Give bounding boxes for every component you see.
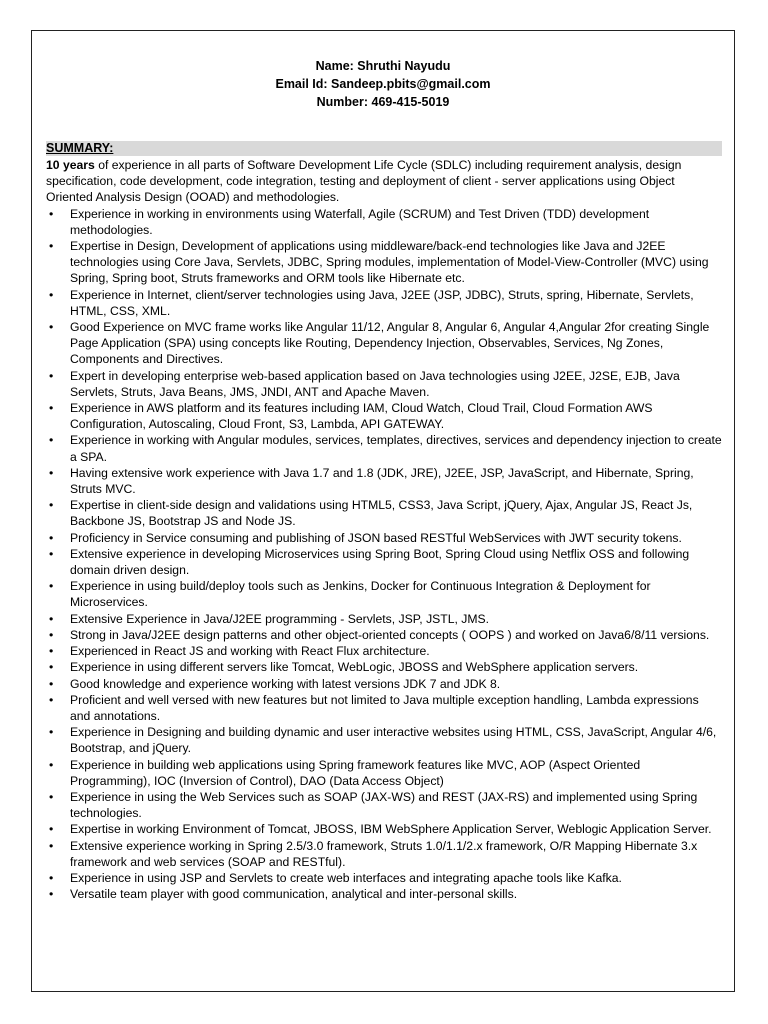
summary-bullet-item bbox=[46, 611, 722, 627]
bullet-icon: • bbox=[49, 368, 54, 383]
bullet-text: Experience in working with Angular modules, services, templates, directives, services and dependency injection to create a SPA. bbox=[70, 433, 722, 464]
bullet-icon: • bbox=[49, 401, 54, 416]
summary-bullet-item bbox=[46, 497, 722, 529]
bullet-icon: • bbox=[49, 530, 54, 545]
summary-bullet-item bbox=[46, 870, 722, 886]
summary-bullet-item bbox=[46, 676, 722, 692]
summary-bullet-item bbox=[46, 287, 722, 319]
bullet-text: Experienced in React JS and working with React Flux architecture. bbox=[70, 644, 430, 659]
bullet-icon: • bbox=[49, 627, 54, 642]
summary-bullet-item bbox=[46, 789, 722, 821]
candidate-name: Name: Shruthi Nayudu bbox=[315, 59, 451, 73]
bullet-icon: • bbox=[49, 239, 54, 254]
bullet-icon: • bbox=[49, 579, 54, 594]
bullet-icon: • bbox=[49, 870, 54, 885]
bullet-icon: • bbox=[49, 838, 54, 853]
bullet-text: Proficiency in Service consuming and publishing of JSON based RESTful WebServices with JWT security tokens. bbox=[70, 530, 682, 545]
bullet-text: Having extensive work experience with Java 1.7 and 1.8 (JDK, JRE), J2EE, JSP, JavaScript, and Hibernate, Spring, Struts MVC. bbox=[70, 465, 694, 497]
summary-bullet-item bbox=[46, 206, 722, 238]
candidate-email: Email Id: Sandeep.pbits@gmail.com bbox=[275, 77, 491, 91]
summary-bullet-item bbox=[46, 368, 722, 400]
bullet-icon: • bbox=[49, 546, 54, 561]
bullet-text: Experience in using different servers like Tomcat, WebLogic, JBOSS and WebSphere application servers. bbox=[70, 660, 639, 675]
summary-bullet-item bbox=[46, 724, 722, 756]
bullet-icon: • bbox=[49, 433, 54, 448]
bullet-text: Experience in using JSP and Servlets to create web interfaces and integrating apache tools like Kafka. bbox=[70, 870, 622, 885]
summary-intro-text: of experience in all parts of Software Development Life Cycle (SDLC) including requirement analysis, design specification, code development, code integration, testing and deployment of client - server applications using Object Oriented Analysis Design (OOAD) and methodologies. bbox=[46, 158, 682, 205]
bullet-text: Strong in Java/J2EE design patterns and other object-oriented concepts ( OOPS ) and worked on Java6/8/11 versions. bbox=[70, 627, 710, 642]
bullet-icon: • bbox=[49, 611, 54, 626]
summary-intro bbox=[46, 157, 722, 206]
summary-bullet-item bbox=[46, 238, 722, 287]
bullet-icon: • bbox=[49, 644, 54, 659]
summary-bullet-list bbox=[46, 206, 722, 903]
summary-bullet-item bbox=[46, 530, 722, 546]
bullet-icon: • bbox=[49, 692, 54, 707]
bullet-text: Expertise in working Environment of Tomcat, JBOSS, IBM WebSphere Application Server, Weblogic Application Server. bbox=[70, 822, 712, 837]
summary-heading-bar bbox=[46, 141, 722, 156]
bullet-text: Extensive experience in developing Microservices using Spring Boot, Spring Cloud using Netflix OSS and following domain driven design. bbox=[70, 546, 690, 578]
bullet-icon: • bbox=[49, 822, 54, 837]
years-experience: 10 years bbox=[46, 158, 95, 172]
bullet-text: Experience in using the Web Services such as SOAP (JAX-WS) and REST (JAX-RS) and implemented using Spring technologies. bbox=[70, 789, 698, 821]
bullet-text: Expertise in Design, Development of applications using middleware/back-end technologies like Java and J2EE technologies using Core Java, Servlets, JDBC, Spring modules, implementation of Model-View-Controller (MVC) using Spring, Spring boot, Struts frameworks and ORM tools like Hibernate etc. bbox=[70, 239, 709, 286]
bullet-text: Experience in working in environments using Waterfall, Agile (SCRUM) and Test Driven (TDD) development methodologies. bbox=[70, 206, 650, 237]
summary-bullet-item bbox=[46, 659, 722, 675]
summary-bullet-item bbox=[46, 838, 722, 870]
bullet-icon: • bbox=[49, 887, 54, 902]
resume-header bbox=[31, 57, 735, 111]
summary-bullet-item bbox=[46, 643, 722, 659]
summary-bullet-item bbox=[46, 546, 722, 578]
summary-bullet-item bbox=[46, 319, 722, 368]
bullet-text: Experience in AWS platform and its features including IAM, Cloud Watch, Cloud Trail, Cloud Formation AWS Configuration, Autoscaling, Cloud Front, S3, Lambda, API GATEWAY. bbox=[70, 401, 653, 432]
summary-bullet-item bbox=[46, 886, 722, 902]
bullet-text: Versatile team player with good communication, analytical and inter-personal skills. bbox=[70, 887, 518, 902]
bullet-text: Experience in Internet, client/server technologies using Java, J2EE (JSP, JDBC), Struts, spring, Hibernate, Servlets, HTML, CSS, XML. bbox=[70, 287, 694, 318]
bullet-icon: • bbox=[49, 320, 54, 335]
bullet-text: Expertise in client-side design and validations using HTML5, CSS3, Java Script, jQuery, Ajax, Angular JS, React Js, Backbone JS, Bootstrap JS and Node JS. bbox=[70, 498, 693, 529]
bullet-icon: • bbox=[49, 206, 54, 221]
bullet-icon: • bbox=[49, 725, 54, 740]
bullet-text: Good knowledge and experience working with latest versions JDK 7 and JDK 8. bbox=[70, 676, 501, 691]
candidate-phone: Number: 469-415-5019 bbox=[316, 95, 450, 109]
summary-bullet-item bbox=[46, 821, 722, 837]
summary-bullet-item bbox=[46, 578, 722, 610]
bullet-icon: • bbox=[49, 498, 54, 513]
summary-bullet-item bbox=[46, 465, 722, 497]
bullet-text: Expert in developing enterprise web-based application based on Java technologies using J2EE, J2SE, EJB, Java Servlets, Struts, Java Beans, JMS, JNDI, ANT and Apache Maven. bbox=[70, 368, 680, 399]
bullet-icon: • bbox=[49, 660, 54, 675]
summary-heading: SUMMARY: bbox=[46, 141, 114, 155]
summary-bullet-item bbox=[46, 757, 722, 789]
summary-bullet-item bbox=[46, 400, 722, 432]
bullet-icon: • bbox=[49, 676, 54, 691]
summary-bullet-item bbox=[46, 432, 722, 464]
summary-bullet-item bbox=[46, 627, 722, 643]
bullet-text: Experience in Designing and building dynamic and user interactive websites using HTML, CSS, JavaScript, Angular 4/6, Bootstrap, and jQuery. bbox=[70, 725, 717, 756]
bullet-text: Good Experience on MVC frame works like Angular 11/12, Angular 8, Angular 6, Angular 4,Angular 2for creating Single Page Application (SPA) using concepts like Routing, Dependency Injection, Observables, Services, Ng Zones, Components and Directives. bbox=[70, 320, 710, 367]
summary-section bbox=[46, 157, 722, 902]
bullet-text: Experience in building web applications using Spring framework features like MVC, AOP (Aspect Oriented Programming), IOC (Inversion of Control), DAO (Data Access Object) bbox=[70, 757, 641, 788]
bullet-text: Extensive Experience in Java/J2EE programming - Servlets, JSP, JSTL, JMS. bbox=[70, 611, 490, 626]
bullet-text: Proficient and well versed with new features but not limited to Java multiple exception handling, Lambda expressions and annotations. bbox=[70, 692, 699, 723]
bullet-text: Experience in using build/deploy tools such as Jenkins, Docker for Continuous Integration & Deployment for Microservices. bbox=[70, 579, 651, 610]
bullet-icon: • bbox=[49, 465, 54, 480]
summary-bullet-item bbox=[46, 692, 722, 724]
bullet-icon: • bbox=[49, 757, 54, 772]
bullet-icon: • bbox=[49, 789, 54, 804]
bullet-icon: • bbox=[49, 287, 54, 302]
bullet-text: Extensive experience working in Spring 2.5/3.0 framework, Struts 1.0/1.1/2.x framework, O/R Mapping Hibernate 3.x framework and web services (SOAP and RESTful). bbox=[70, 838, 698, 869]
